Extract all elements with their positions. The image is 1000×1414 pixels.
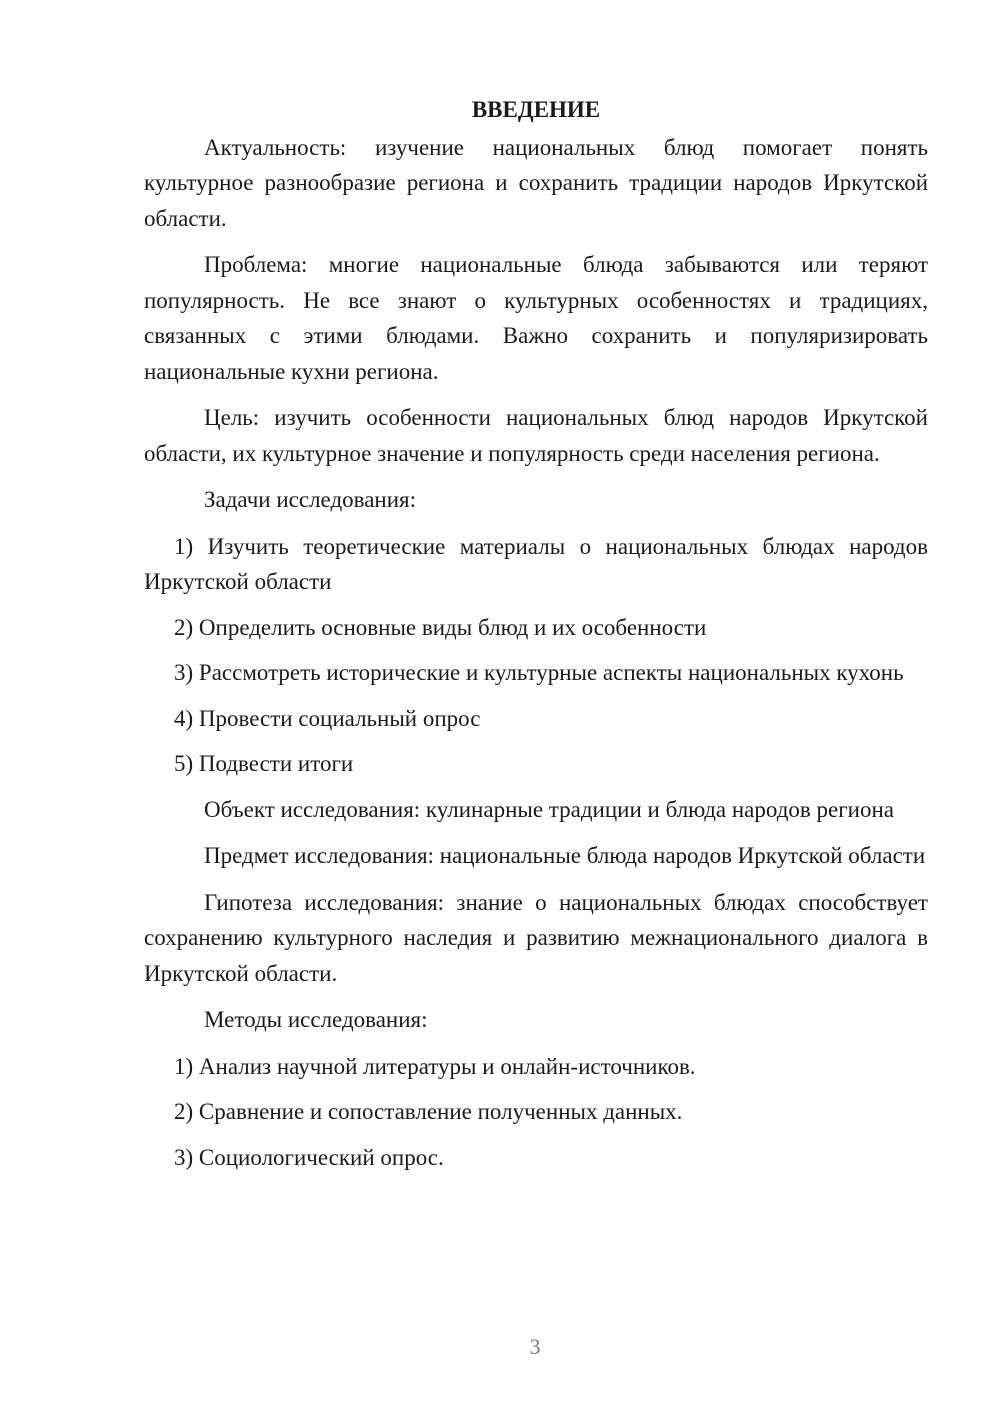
method-item: 3) Социологический опрос. <box>174 1144 444 1170</box>
method-item: 1) Анализ научной литературы и онлайн-источников. <box>174 1053 696 1079</box>
page-number: 3 <box>529 1334 541 1359</box>
subject-paragraph: Предмет исследования: национальные блюда народов Иркутской области <box>204 843 926 868</box>
relevance-paragraph: Актуальность: изучение национальных блюд помогает понять культурное разнообразие региона и сохранить традиции народов Иркутской области. <box>144 134 928 231</box>
method-item: 2) Сравнение и сопоставление полученных данных. <box>174 1099 683 1124</box>
goal-paragraph: Цель: изучить особенности национальных блюд народов Иркутской области, их культурное значение и популярность среди населения региона. <box>144 405 928 466</box>
problem-paragraph: Проблема: многие национальные блюда забываются или теряют популярность. Не все знают о культурных особенностях и традициях, связанных с этими блюдами. Важно сохранить и популяризировать национальные кухни региона. <box>144 252 928 384</box>
task-item: 2) Определить основные виды блюд и их особенности <box>174 614 707 640</box>
task-item: 3) Рассмотреть исторические и культурные аспекты национальных кухонь <box>174 660 904 685</box>
page-content <box>144 92 928 1185</box>
tasks-title: Задачи исследования: <box>204 487 417 512</box>
page-title: ВВЕДЕНИЕ <box>471 97 601 122</box>
task-item: 4) Провести социальный опрос <box>174 705 481 731</box>
task-item: 1) Изучить теоретические материалы о национальных блюдах народов Иркутской области <box>144 533 928 594</box>
methods-title: Методы исследования: <box>204 1007 428 1032</box>
task-item: 5) Подвести итоги <box>174 751 354 776</box>
object-paragraph: Объект исследования: кулинарные традиции и блюда народов региона <box>204 796 894 822</box>
hypothesis-paragraph: Гипотеза исследования: знание о национальных блюдах способствует сохранению культурного наследия и развитию межнационального диалога в Иркутской области. <box>144 889 928 986</box>
